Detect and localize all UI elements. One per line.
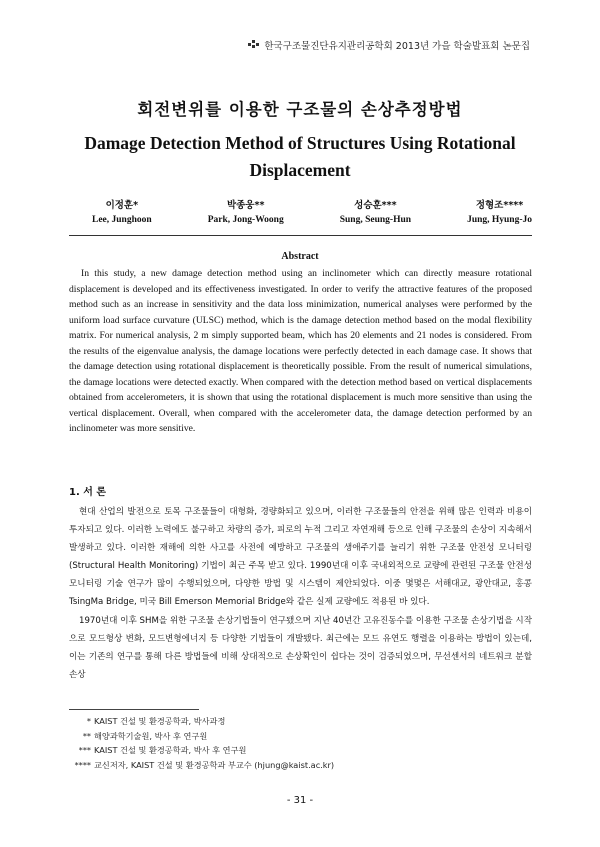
journal-name: 한국구조물진단유지관리공학회 2013년 가을 학술발표회 논문집 — [264, 41, 530, 52]
footnotes — [69, 714, 334, 772]
footnote-divider — [69, 709, 199, 710]
title-english: Damage Detection Method of Structures Using Rotational Displacement — [84, 133, 516, 180]
author-name-korean: 이정훈* — [105, 200, 139, 211]
title-korean: 회전변위를 이용한 구조물의 손상추정방법 — [137, 100, 463, 119]
author-name-korean: 성승훈*** — [354, 200, 397, 211]
footnote — [69, 714, 334, 729]
footnote — [69, 743, 334, 758]
author-name-english: Jung, Hyung-Jo — [467, 215, 532, 225]
body-paragraph: 1970년대 이후 SHM을 위한 구조물 손상기법들이 연구됐으며 지난 40년간 고유진동수를 이용한 구조물 손상기법을 시작으로 모드형상 변화, 모드변형에너지 등 다양한 기법들이 개발됐다. 최근에는 모드 유연도 행렬을 이용하는 방법이 있는데, 이는 기존의 연구를 통해 다른 방법들에 비해 상대적으로 손상확인이 쉽다는 것이 검증되었으며, 무선센서의 네트워크 분할 손상 — [69, 615, 532, 680]
footnote-mark: **** — [74, 759, 91, 770]
author-2 — [208, 197, 284, 225]
footnote-text: KAIST 건설 및 환경공학과, 박사과정 — [94, 716, 226, 726]
footnote-mark: ** — [82, 730, 91, 741]
abstract-heading: Abstract — [281, 251, 319, 262]
author-name-korean: 정형조**** — [475, 200, 524, 211]
author-list — [92, 197, 532, 225]
author-1 — [92, 197, 152, 225]
author-4 — [467, 197, 532, 225]
author-name-korean: 박종웅** — [226, 200, 265, 211]
page-number: - 31 - — [286, 795, 314, 806]
author-divider — [69, 235, 532, 236]
footnote — [69, 729, 334, 744]
author-name-english: Park, Jong-Woong — [207, 215, 284, 225]
footnote-mark: *** — [78, 745, 91, 756]
journal-header — [248, 38, 530, 52]
journal-logo-icon — [248, 40, 260, 50]
abstract-text: In this study, a new damage detection method using an inclinometer which can directly measure rotational displacement is developed and its effectiveness investigated. In order to verify the attractive features of the proposed method such as an increase in sensitivity and the data loss minimization, numerical analyses were performed by the uniform load surface curvature (ULSC) method, which is the damage detection method based on the modal flexibility matrix. For numerical analysis, 2 m simply supported beam, which has 20 elements and 21 nodes is considered. From the results of the eigenvalue analysis, the damage locations were perfectly detected in each damage case. It shows that the damage detection using rotational displacement is theoretically possible. From the result of numerical simulations, the damage locations were detected exactly. When compared with the detection method based on vertical displacements obtained from accelerometers, it is shown that using the rotational displacement is much more sensitive than using the vertical displacement. Overall, when compared with the accelerometer data, the damage detection performed by an inclinometer was more sensitive. — [69, 268, 532, 434]
footnote-text: 교신저자, KAIST 건설 및 환경공학과 부교수 (hjung@kaist.ac.kr) — [94, 759, 335, 770]
footnote-mark: * — [86, 716, 91, 726]
footnote — [69, 758, 334, 773]
author-name-english: Sung, Seung-Hun — [339, 215, 412, 225]
author-3 — [340, 197, 411, 225]
author-name-english: Lee, Junghoon — [92, 215, 152, 225]
section-body — [69, 503, 532, 684]
body-paragraph: 현대 산업의 발전으로 토목 구조물들이 대형화, 경량화되고 있으며, 이러한 구조물들의 안전을 위해 많은 인력과 비용이 투자되고 있다. 이러한 노력에도 불구하고 차량의 증가, 피로의 누적 그리고 자연재해 등으로 인해 구조물의 손상이 지속해서 발생하고 있다. 이러한 재해에 의한 사고를 사전에 예방하고 구조물의 생애주기를 늘리기 위한 구조물 안전성 모니터링(Structural Health Monitoring) 기법이 최근 주목 받고 있다. 1990년대 이후 국내외적으로 교량에 관련된 구조물 안전성 모니터링 기술 연구가 많이 수행되었으며, 다양한 방법 및 시스템이 제안되었다. 이중 몇몇은 서해대교, 광안대교, 홍콩 TsingMa Bridge, 미국 Bill Emerson Memorial Bridge와 같은 실제 교량에도 적용된 바 있다. — [69, 507, 532, 608]
footnote-text: 해양과학기술원, 박사 후 연구원 — [94, 730, 208, 741]
footnote-text: KAIST 건설 및 환경공학과, 박사 후 연구원 — [94, 745, 247, 756]
section-heading-introduction: 1. 서 론 — [69, 487, 107, 498]
